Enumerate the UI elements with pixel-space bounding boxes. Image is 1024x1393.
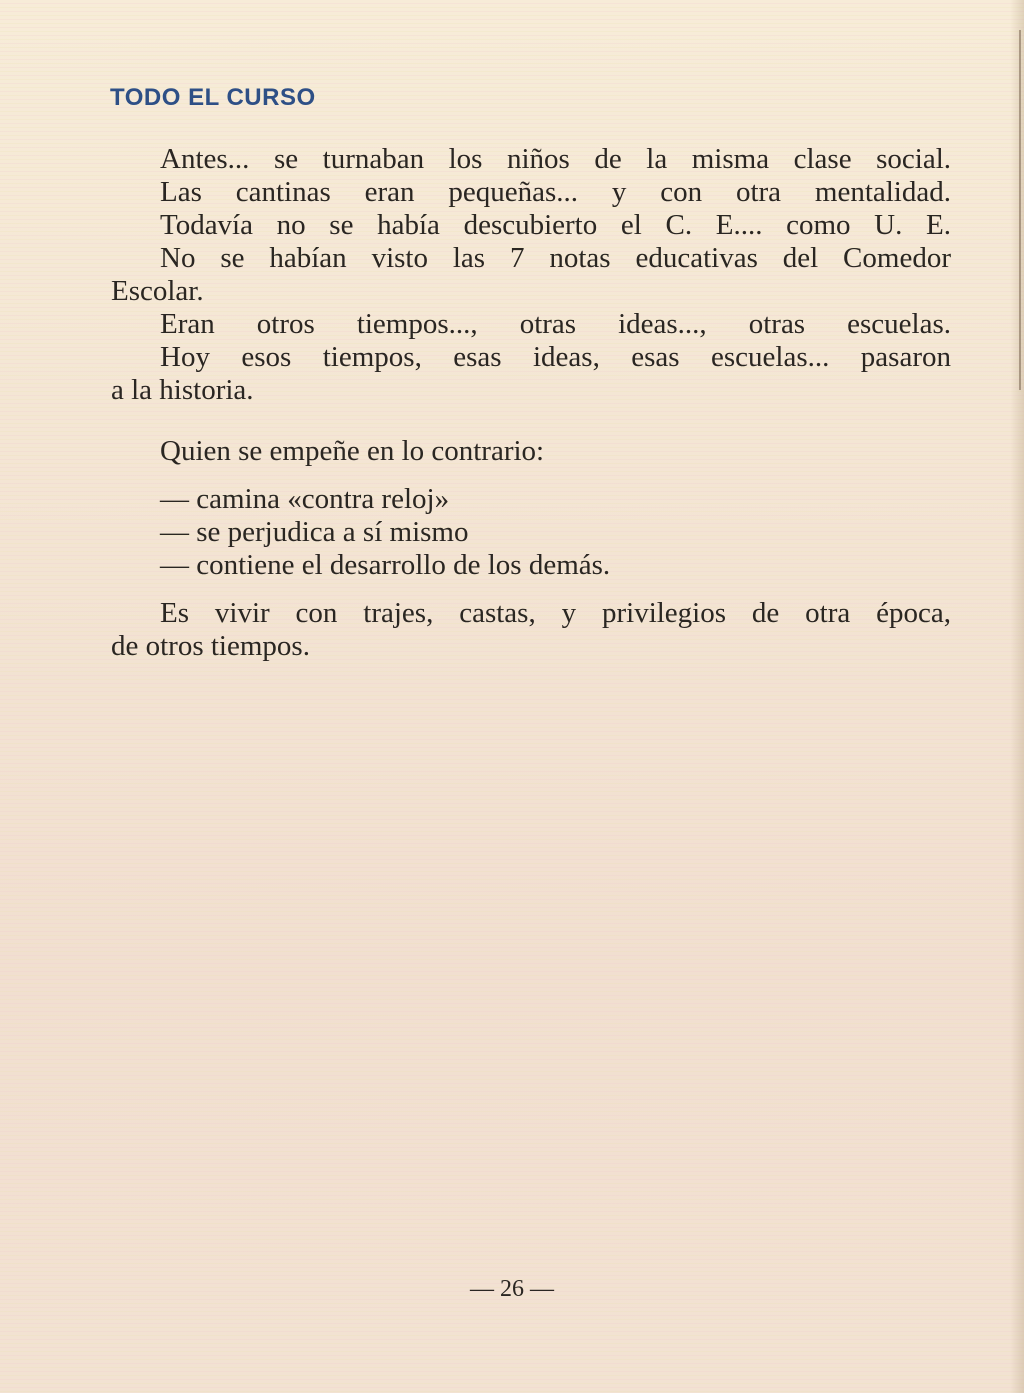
page-edge-shadow [1010,0,1024,1393]
body-line: Eran otros tiempos..., otras ideas..., otras escuelas. [160,308,951,340]
closing-line: Es vivir con trajes, castas, y privilegios de otra época, [160,597,951,629]
closing-line: de otros tiempos. [111,630,310,662]
page-number: — 26 — [470,1276,554,1302]
intro-line: Quien se empeñe en lo contrario: [160,435,545,467]
body-line: Las cantinas eran pequeñas... y con otra mentalidad. [160,176,951,208]
body-line: Hoy esos tiempos, esas ideas, esas escuelas... pasaron [160,341,951,373]
body-line: a la historia. [111,374,254,406]
body-line: Antes... se turnaban los niños de la misma clase social. [160,143,951,175]
body-line: Escolar. [111,275,204,307]
section-heading: TODO EL CURSO [110,84,316,111]
list-item: — contiene el desarrollo de los demás. [160,549,611,581]
body-line: No se habían visto las 7 notas educativas del Comedor [160,242,951,274]
list-item: — se perjudica a sí mismo [160,516,469,548]
page-edge-line [1019,30,1021,390]
list-item: — camina «contra reloj» [160,483,450,515]
body-line: Todavía no se había descubierto el C. E.... como U. E. [160,209,951,241]
